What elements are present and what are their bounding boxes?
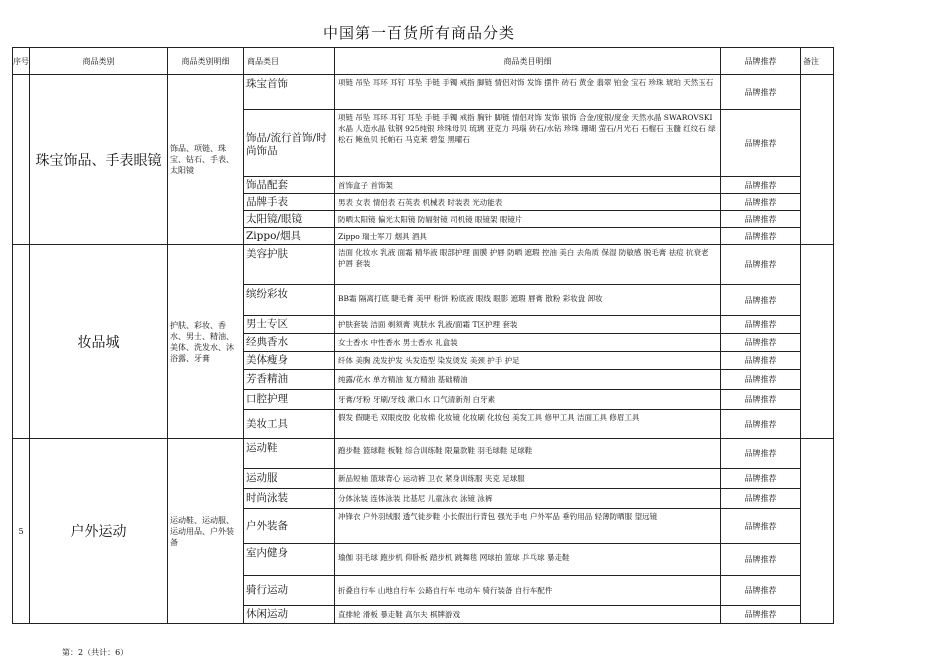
header-item-detail: 商品类目明细	[335, 48, 721, 75]
item-name: 美容护肤	[244, 245, 335, 285]
header-row	[13, 48, 834, 75]
brand-recommend-link[interactable]: 品牌推荐	[721, 370, 801, 390]
category-detail: 护肤、彩妆、香水、男士、精油、美体、洗发水、沐浴露、牙膏	[168, 245, 244, 439]
brand-recommend-link[interactable]: 品牌推荐	[721, 352, 801, 370]
item-detail: 防晒太阳镜 偏光太阳镜 防辐射镜 司机镜 眼镜架 眼镜片	[335, 211, 721, 228]
brand-recommend-link[interactable]: 品牌推荐	[721, 75, 801, 110]
group-seq	[13, 245, 30, 439]
header-seq: 序号	[13, 48, 30, 75]
item-name: 运动服	[244, 469, 335, 489]
item-detail: 新品短袖 篮球背心 运动裤 卫衣 紧身训练服 夹克 足球服	[335, 469, 721, 489]
item-name: 品牌手表	[244, 194, 335, 211]
category-name: 珠宝饰品、手表眼镜	[30, 75, 168, 245]
brand-recommend-link[interactable]: 品牌推荐	[721, 509, 801, 544]
item-detail: 洁面 化妆水 乳液 面霜 精华液 眼部护理 面膜 护唇 防晒 遮瑕 控油 美白 去角质 保湿 防敏感 脱毛膏 祛痘 抗衰老 护唇 套装	[335, 245, 721, 285]
brand-recommend-link[interactable]: 品牌推荐	[721, 316, 801, 334]
item-name: 美体瘦身	[244, 352, 335, 370]
table-row	[13, 439, 834, 469]
brand-recommend-link[interactable]: 品牌推荐	[721, 228, 801, 245]
group-seq	[13, 75, 30, 245]
brand-recommend-link[interactable]: 品牌推荐	[721, 489, 801, 509]
item-detail: 首饰盒子 首饰架	[335, 177, 721, 194]
category-detail: 饰品、项链、珠宝、钻石、手表、太阳镜	[168, 75, 244, 245]
item-name: 经典香水	[244, 334, 335, 352]
item-name: 男士专区	[244, 316, 335, 334]
item-detail: 瑜伽 羽毛球 跑步机 仰卧板 踏步机 跳舞毯 网球拍 篮球 乒乓球 暴走鞋	[335, 544, 721, 576]
brand-recommend-link[interactable]: 品牌推荐	[721, 177, 801, 194]
header-note: 备注	[801, 48, 834, 75]
category-detail: 运动鞋、运动服、运动用品、户外装备	[168, 439, 244, 624]
document-title: 中国第一百货所有商品分类	[322, 24, 515, 42]
item-name: 时尚泳装	[244, 489, 335, 509]
item-detail: Zippo 瑞士军刀 烟具 酒具	[335, 228, 721, 245]
category-name: 户外运动	[30, 439, 168, 624]
item-name: 运动鞋	[244, 439, 335, 469]
brand-recommend-link[interactable]: 品牌推荐	[721, 110, 801, 177]
brand-recommend-link[interactable]: 品牌推荐	[721, 544, 801, 576]
brand-recommend-link[interactable]: 品牌推荐	[721, 285, 801, 316]
brand-recommend-link[interactable]: 品牌推荐	[721, 211, 801, 228]
item-detail: 直排轮 滑板 暴走鞋 高尔夫 棋牌游戏	[335, 606, 721, 624]
item-detail: 纤体 美胸 洗发护发 头发造型 染发烫发 美颈 护手 护足	[335, 352, 721, 370]
brand-recommend-link[interactable]: 品牌推荐	[721, 334, 801, 352]
brand-recommend-link[interactable]: 品牌推荐	[721, 390, 801, 410]
brand-recommend-link[interactable]: 品牌推荐	[721, 606, 801, 624]
item-name: 珠宝首饰	[244, 75, 335, 110]
item-detail: 项链 吊坠 耳环 耳钉 耳坠 手链 手镯 戒指 胸针 脚链 情侣对饰 发饰 银饰 合金/度银/度金 天然水晶 SWAROVSKI水晶 人造水晶 钛钢 925纯银 珍珠母贝 琉璃 亚克力 玛瑙 砖石/水钻 珍珠 珊瑚 萤石/月光石 石榴石 玉髓 红纹石 绿松石 鲍鱼贝 托帕石 马克莱 碧玺 黑曜石	[335, 110, 721, 177]
header-brand: 品牌推荐	[721, 48, 801, 75]
item-detail: 护肤套装 洁面 剃须膏 爽肤水 乳液/面霜 T区护理 套装	[335, 316, 721, 334]
brand-recommend-link[interactable]: 品牌推荐	[721, 576, 801, 606]
brand-recommend-link[interactable]: 品牌推荐	[721, 245, 801, 285]
item-detail: 跑步鞋 篮球鞋 板鞋 综合训练鞋 限量款鞋 羽毛球鞋 足球鞋	[335, 439, 721, 469]
header-item: 商品类目	[244, 48, 335, 75]
table-row	[13, 75, 834, 110]
item-name: 户外装备	[244, 509, 335, 544]
item-detail: 项链 吊坠 耳环 耳钉 耳坠 手链 手镯 戒指 脚链 情侣对饰 发饰 摆件 砖石 黄金 翡翠 铂金 宝石 珍珠 琥珀 天然玉石	[335, 75, 721, 110]
category-name: 妆品城	[30, 245, 168, 439]
group-seq: 5	[13, 439, 30, 624]
table-row	[13, 245, 834, 285]
item-detail: 纯露/花水 单方精油 复方精油 基础精油	[335, 370, 721, 390]
header-category-detail: 商品类别明细	[168, 48, 244, 75]
item-detail: 男表 女表 情侣表 石英表 机械表 时装表 光动能表	[335, 194, 721, 211]
item-name: 口腔护理	[244, 390, 335, 410]
item-name: Zippo/烟具	[244, 228, 335, 245]
category-table	[12, 47, 834, 624]
note-cell	[801, 75, 834, 245]
header-category: 商品类别	[30, 48, 168, 75]
note-cell	[801, 439, 834, 624]
item-detail: 牙膏/牙粉 牙刷/牙线 漱口水 口气清新剂 白牙素	[335, 390, 721, 410]
item-name: 太阳镜/眼镜	[244, 211, 335, 228]
item-detail: 假发 假睫毛 双眼皮胶 化妆棉 化妆镜 化妆刷 化妆包 美发工具 修甲工具 洁面工具 修眉工具	[335, 410, 721, 439]
item-detail: 分体泳装 连体泳装 比基尼 儿童泳衣 泳镜 泳裤	[335, 489, 721, 509]
brand-recommend-link[interactable]: 品牌推荐	[721, 410, 801, 439]
item-name: 饰品/流行首饰/时尚饰品	[244, 110, 335, 177]
note-cell	[801, 245, 834, 439]
brand-recommend-link[interactable]: 品牌推荐	[721, 194, 801, 211]
item-name: 休闲运动	[244, 606, 335, 624]
item-name: 芳香精油	[244, 370, 335, 390]
brand-recommend-link[interactable]: 品牌推荐	[721, 469, 801, 489]
item-name: 骑行运动	[244, 576, 335, 606]
item-name: 室内健身	[244, 544, 335, 576]
item-detail: 折叠自行车 山地自行车 公路自行车 电动车 骑行装备 自行车配件	[335, 576, 721, 606]
item-detail: BB霜 隔离打底 睫毛膏 美甲 粉饼 粉底液 眼线 眼影 遮瑕 唇膏 散粉 彩妆盘 卸妆	[335, 285, 721, 316]
brand-recommend-link[interactable]: 品牌推荐	[721, 439, 801, 469]
item-detail: 冲锋衣 户外羽绒服 透气徒步鞋 小长假出行背包 强光手电 户外军品 垂钓用品 轻薄防晒服 望远镜	[335, 509, 721, 544]
page-footer: 第：2（共计：6）	[62, 648, 129, 657]
item-name: 美妆工具	[244, 410, 335, 439]
item-name: 缤纷彩妆	[244, 285, 335, 316]
item-name: 饰品配套	[244, 177, 335, 194]
item-detail: 女士香水 中性香水 男士香水 礼盒装	[335, 334, 721, 352]
